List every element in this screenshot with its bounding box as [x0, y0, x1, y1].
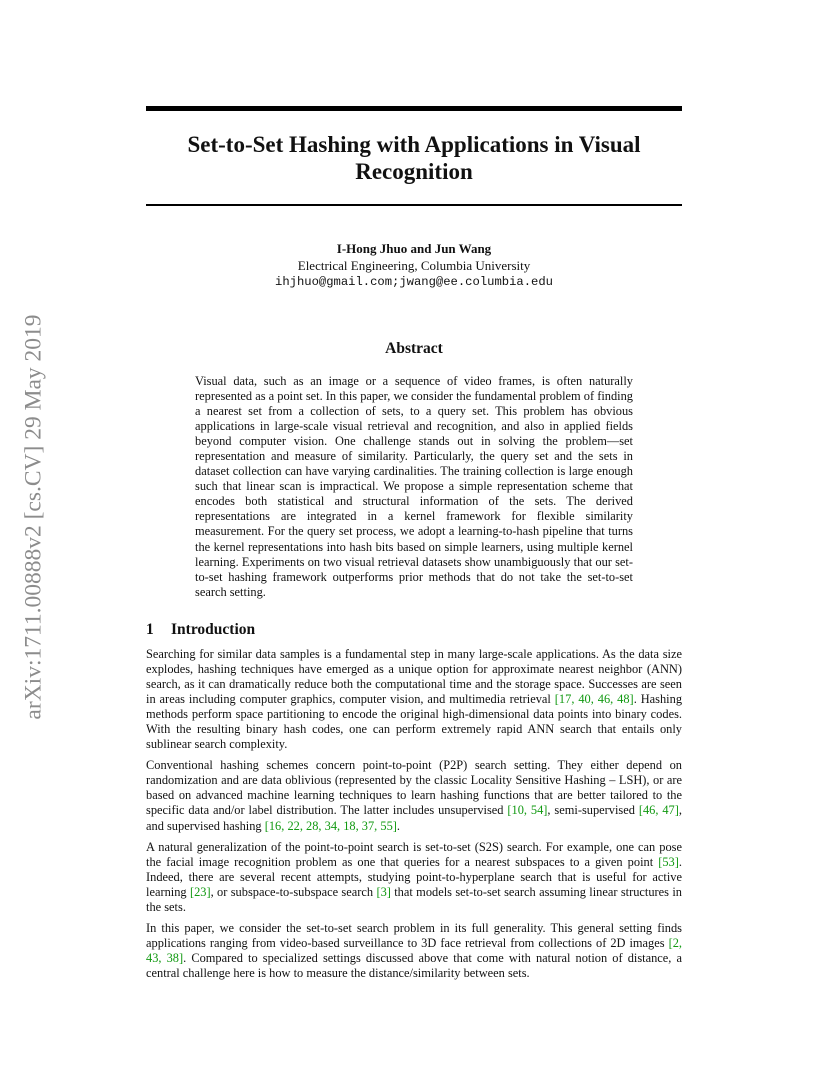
text-run: , or subspace-to-subspace search [210, 884, 377, 899]
citation-link[interactable]: [16, 22, 28, 34, 18, 37, 55] [264, 818, 397, 833]
paragraph-3 [146, 840, 682, 915]
text-run: Conventional hashing schemes concern point-to-point (P2P) search setting. They either depend on randomization and are data oblivious (represented by the classic Locality Sensitive Hashing – LSH), or are based on advanced machine learning techniques to learn hashing functions that are better tailored to the specific data and/or label distribution. The latter includes unsupervised [146, 758, 682, 818]
section-number: 1 [146, 621, 154, 638]
text-run: Searching for similar data samples is a fundamental step in many large-scale applications. As the data size explodes, hashing techniques have emerged as a unique option for approximate nearest neighbor (ANN) search, as it can dramatically reduce both the computational time and the storage space. Successes are seen in areas including computer graphics, computer vision, and multimedia retrieval [146, 647, 682, 707]
author-block [146, 241, 682, 291]
paragraph-2 [146, 758, 682, 833]
citation-link[interactable]: [53] [658, 854, 679, 869]
paper-title: Set-to-Set Hashing with Applications in Visual Recognition [187, 132, 641, 184]
title-bottom-rule [146, 204, 682, 206]
paragraph-4 [146, 921, 682, 981]
citation-link[interactable]: [17, 40, 46, 48] [554, 692, 634, 707]
author-names: I-Hong Jhuo and Jun Wang [336, 241, 492, 256]
arxiv-identifier: arXiv:1711.00888v2 [cs.CV] 29 May 2019 [20, 314, 47, 720]
section-body [146, 647, 682, 987]
text-run: . Indeed, there are several recent attempts, studying point-to-hyperplane search that is useful for active learning [146, 854, 682, 899]
text-run: , semi-supervised [547, 803, 639, 818]
author-emails: ihjhuo@gmail.com;jwang@ee.columbia.edu [275, 275, 553, 289]
text-run: . Compared to specialized settings discussed above that come with natural notion of distance, a central challenge here is how to measure the distance/similarity between sets. [146, 950, 683, 980]
abstract-heading: Abstract [385, 340, 443, 357]
section-heading [146, 621, 682, 639]
text-run: , and supervised hashing [146, 803, 682, 833]
arxiv-sidebar [16, 272, 52, 762]
text-run: In this paper, we consider the set-to-set search problem in its full generality. This general setting finds applications ranging from video-based surveillance to 3D face retrieval from collections of 2D images [146, 920, 682, 950]
title-top-rule [146, 106, 682, 111]
citation-link[interactable]: [10, 54] [507, 803, 548, 818]
paragraph-1 [146, 647, 682, 752]
section-title: Introduction [171, 621, 256, 638]
text-run: . [396, 818, 401, 833]
citation-link[interactable]: [2, 43, 38] [146, 935, 682, 965]
abstract-text: Visual data, such as an image or a sequence of video frames, is often naturally represented as a point set. In this paper, we consider the fundamental problem of finding a nearest set from a collection of sets, to a query set. This problem has obvious applications in large-scale visual retrieval and recognition, and also in applied fields beyond computer vision. One challenge stands out in solving the problem—set representation and measure of similarity. Particularly, the query set and the sets in dataset collection can have varying cardinalities. The training collection is large enough such that linear scan is impractical. We propose a simple representation scheme that encodes both statistical and structural information of the sets. The derived representations are integrated in a kernel framework for flexible similarity measurement. For the query set process, we adopt a learning-to-hash pipeline that turns the kernel representations into hash bits based on simple learners, using multiple kernel learning. Experiments on two visual retrieval datasets show unambiguously that our set-to-set hashing framework outperforms prior methods that do not take the set-to-set search setting. [195, 374, 633, 599]
text-run: A natural generalization of the point-to-point search is set-to-set (S2S) search. For example, one can pose the facial image recognition problem as one that queries for a nearest subspaces to a given point [146, 839, 682, 869]
citation-link[interactable]: [23] [189, 884, 211, 899]
author-affiliation: Electrical Engineering, Columbia University [297, 257, 531, 273]
citation-link[interactable]: [3] [376, 884, 391, 899]
text-run: . Hashing methods perform space partitioning to encode the original high-dimensional data points into binary codes. With the resulting binary hash codes, one can perform extremely rapid ANN search that entails only sublinear search complexity. [146, 692, 683, 752]
citation-link[interactable]: [46, 47] [638, 803, 679, 818]
text-run: that models set-to-set search assuming linear structures in the sets. [146, 884, 682, 914]
